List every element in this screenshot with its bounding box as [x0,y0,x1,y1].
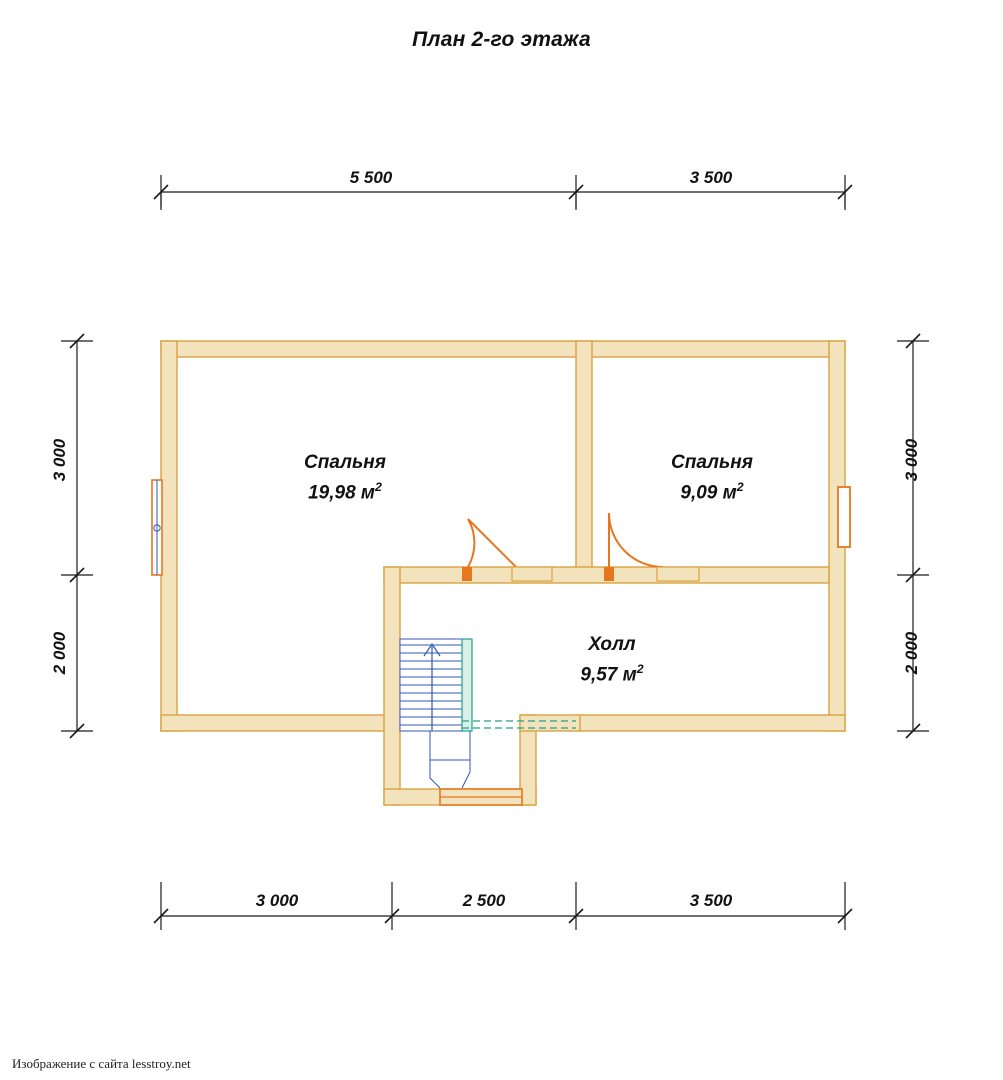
dimension-top-1: 5 500 [349,168,393,187]
doors [152,480,850,805]
room-area-unit-exponent: 2 [636,662,644,676]
room-area [612,480,812,504]
room-name: Холл [588,634,636,655]
room-area-value: 9,57 м [580,664,637,686]
dimension-bottom-1: 3 000 [255,891,299,910]
room-name: Спальня [671,452,753,473]
dimension-right-2: 2 000 [902,631,921,675]
dimension-left-1: 3 000 [50,438,69,482]
room-label-hall [512,634,712,686]
room-area-unit-exponent: 2 [375,480,382,494]
room-area [512,662,712,686]
room-area-unit-exponent: 2 [736,480,744,494]
walls [161,341,845,805]
room-name: Спальня [304,452,386,473]
room-label-bedroom-2 [612,452,812,504]
dimension-bottom-2: 2 500 [462,891,506,910]
dimension-top-2: 3 500 [689,168,733,187]
page-title: План 2-го этажа [412,28,591,51]
dimension-left-2: 2 000 [50,631,69,675]
room-area [245,480,445,504]
room-area-value: 9,09 м [680,482,737,504]
dimension-bottom-3: 3 500 [689,891,733,910]
room-label-bedroom-1 [245,452,445,504]
room-area-value: 19,98 м [308,482,375,504]
watermark-text: Изображение с сайта lesstroy.net [12,1056,191,1071]
dimension-right-1: 3 000 [902,438,921,482]
